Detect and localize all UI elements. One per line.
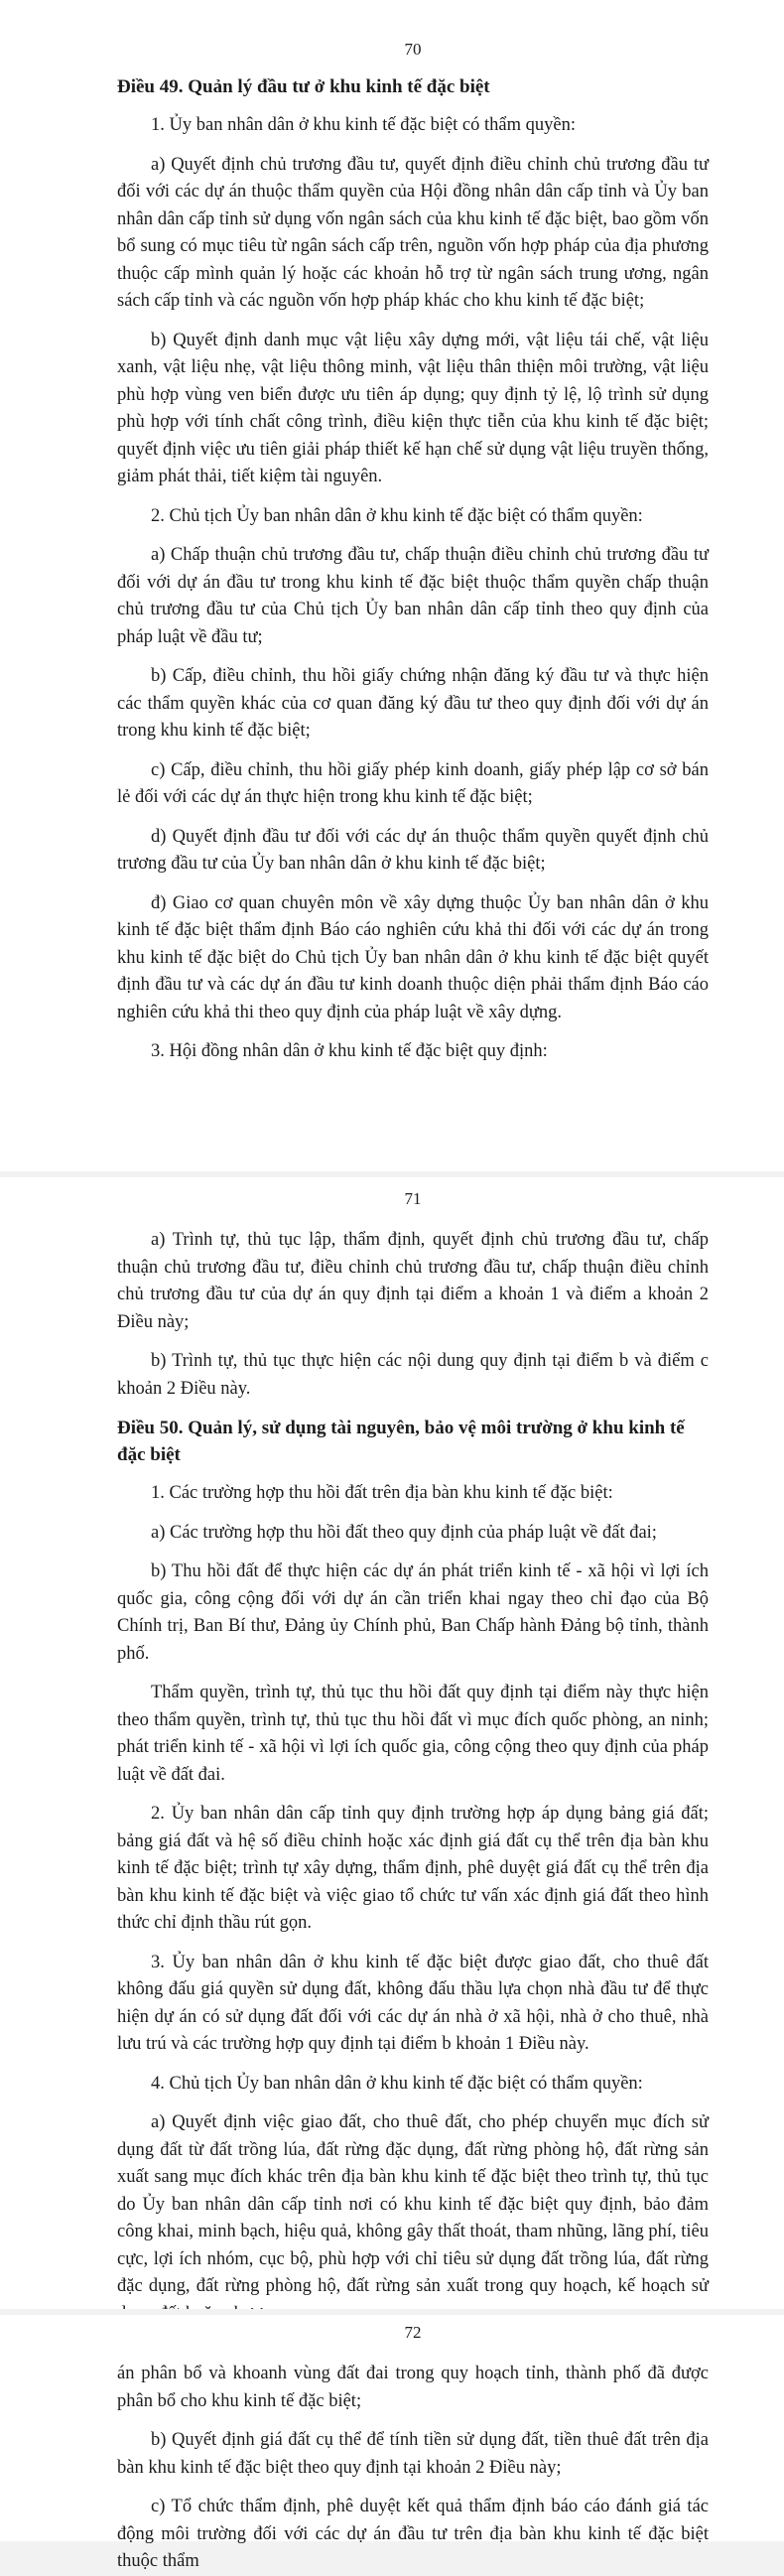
clause-2-point-dd: đ) Giao cơ quan chuyên môn về xây dựng thuộc Ủy ban nhân dân ở khu kinh tế đặc biệt thẩm định Báo cáo nghiên cứu khả thi đối với các dự án trong khu kinh tế đặc biệt do Chủ tịch Ủy ban nhân dân ở khu kinh tế đặc biệt quyết định đầu tư và các dự án đầu tư kinh doanh thuộc diện phải thẩm định Báo cáo nghiên cứu khả thi theo quy định của pháp luật về xây dựng. (117, 892, 709, 1022)
clause-1: 1. Ủy ban nhân dân ở khu kinh tế đặc biệt có thẩm quyền: (151, 115, 576, 135)
clause-3-point-a: a) Trình tự, thủ tục lập, thẩm định, quyết định chủ trương đầu tư, chấp thuận chủ trương đầu tư, điều chỉnh chủ trương đầu tư, chấp thuận điều chỉnh chủ trương đầu tư của dự án quy định tại điểm a khoản 1 và điểm a khoản 2 Điều này; (117, 1230, 709, 1332)
page-72 (0, 2315, 784, 2571)
art50-clause-4-point-c: c) Tổ chức thẩm định, phê duyệt kết quả thẩm định báo cáo đánh giá tác động môi trường đối với các dự án đầu tư trên địa bàn khu kinh tế đặc biệt thuộc thẩm (117, 2497, 709, 2571)
clause-2: 2. Chủ tịch Ủy ban nhân dân ở khu kinh tế đặc biệt có thẩm quyền: (151, 505, 643, 526)
page-number: 70 (404, 40, 422, 59)
page-number: 72 (404, 2323, 422, 2342)
art50-clause-1-point-a: a) Các trường hợp thu hồi đất theo quy định của pháp luật về đất đai; (151, 1522, 657, 1543)
article-50-title: Điều 50. Quản lý, sử dụng tài nguyên, bảo vệ môi trường ở khu kinh tế đặc biệt (117, 1418, 685, 1465)
clause-1-point-a: a) Quyết định chủ trương đầu tư, quyết định điều chỉnh chủ trương đầu tư đối với các dự án thuộc thẩm quyền của Hội đồng nhân dân cấp tỉnh và Ủy ban nhân dân cấp tỉnh sử dụng vốn ngân sách của khu kinh tế đặc biệt, bao gồm vốn bổ sung có mục tiêu từ ngân sách cấp trên, nguồn vốn hợp pháp của địa phương thuộc cấp mình quản lý hoặc các khoản hỗ trợ từ ngân sách trung ương, ngân sách cấp tỉnh và các nguồn vốn hợp pháp khác cho khu kinh tế đặc biệt; (117, 154, 709, 311)
art50-clause-1-authority: Thẩm quyền, trình tự, thủ tục thu hồi đất quy định tại điểm này thực hiện theo thẩm quyền, trình tự, thủ tục thu hồi đất vì mục đích quốc phòng, an ninh; phát triển kinh tế - xã hội vì lợi ích quốc gia, công cộng theo quy định của pháp luật về đất đai. (117, 1683, 709, 1785)
art50-clause-4-point-a: a) Quyết định việc giao đất, cho thuê đất, cho phép chuyển mục đích sử dụng đất từ đất trồng lúa, đất rừng đặc dụng, đất rừng phòng hộ, đất rừng sản xuất sang mục đích khác trên địa bàn khu kinh tế đặc biệt theo trình tự, thủ tục do Ủy ban nhân dân cấp tỉnh nơi có khu kinh tế đặc biệt quy định, bảo đảm công khai, minh bạch, hiệu quả, không gây thất thoát, tham nhũng, lãng phí, tiêu cực, lợi ích nhóm, cục bộ, phù hợp với chỉ tiêu sử dụng đất trồng lúa, đất rừng đặc dụng, đất rừng phòng hộ, đất rừng sản xuất trong quy hoạch, kế hoạch sử (117, 2112, 709, 2296)
clause-3-point-b: b) Trình tự, thủ tục thực hiện các nội dung quy định tại điểm b và điểm c khoản 2 Điều này. (117, 1351, 709, 1399)
page-71 (0, 1177, 784, 2309)
page-70 (0, 0, 784, 1171)
art50-clause-4: 4. Chủ tịch Ủy ban nhân dân ở khu kinh tế đặc biệt có thẩm quyền: (151, 2073, 643, 2094)
clause-2-point-d: d) Quyết định đầu tư đối với các dự án thuộc thẩm quyền quyết định chủ trương đầu tư của Ủy ban nhân dân ở khu kinh tế đặc biệt; (117, 826, 709, 874)
clause-1-point-b: b) Quyết định danh mục vật liệu xây dựng mới, vật liệu tái chế, vật liệu xanh, vật liệu nhẹ, vật liệu thông minh, vật liệu thân thiện môi trường, vật liệu phù hợp vùng ven biển được ưu tiên áp dụng; quy định tỷ lệ, lộ trình sử dụng phù hợp với tính chất công trình, điều kiện thực tiễn của khu kinh tế đặc biệt; quyết định việc ưu tiên giải pháp thiết kế hạn chế sử dụng vật liệu truyền thống, giảm phát thải, tiết kiệm tài nguyên. (117, 330, 709, 486)
art50-clause-3: 3. Ủy ban nhân dân ở khu kinh tế đặc biệt được giao đất, cho thuê đất không đấu giá quyền sử dụng đất, không đấu thầu lựa chọn nhà đầu tư để thực hiện dự án có sử dụng đất đối với các dự án nhà ở xã hội, nhà ở cho thuê, nhà lưu trú và các trường hợp quy định tại điểm b khoản 1 Điều này. (117, 1952, 709, 2054)
clause-2-point-a: a) Chấp thuận chủ trương đầu tư, chấp thuận điều chỉnh chủ trương đầu tư đối với dự án đầu tư trong khu kinh tế đặc biệt thuộc thẩm quyền chấp thuận chủ trương đầu tư của Chủ tịch Ủy ban nhân dân cấp tỉnh theo quy định của pháp luật về đầu tư; (117, 545, 709, 647)
clause-2-point-b: b) Cấp, điều chỉnh, thu hồi giấy chứng nhận đăng ký đầu tư và thực hiện các thẩm quyền khác của cơ quan đăng ký đầu tư theo quy định đối với dự án trong khu kinh tế đặc biệt; (117, 666, 709, 741)
art50-clause-4-point-b: b) Quyết định giá đất cụ thể để tính tiền sử dụng đất, tiền thuê đất trên địa bàn khu kinh tế đặc biệt theo quy định tại khoản 2 Điều này; (117, 2430, 709, 2478)
continued-text: án phân bổ và khoanh vùng đất đai trong quy hoạch tỉnh, thành phố đã được phân bổ cho khu kinh tế đặc biệt; (117, 2364, 709, 2411)
article-49-title: Điều 49. Quản lý đầu tư ở khu kinh tế đặc biệt (117, 76, 490, 97)
art50-clause-1-point-b: b) Thu hồi đất để thực hiện các dự án phát triển kinh tế - xã hội vì lợi ích quốc gia, công cộng đối với dự án cần triển khai ngay theo chỉ đạo của Bộ Chính trị, Ban Bí thư, Đảng ủy Chính phủ, Ban Chấp hành Đảng bộ tỉnh, thành phố. (117, 1561, 709, 1664)
clause-3: 3. Hội đồng nhân dân ở khu kinh tế đặc biệt quy định: (151, 1041, 548, 1061)
art50-clause-2: 2. Ủy ban nhân dân cấp tỉnh quy định trường hợp áp dụng bảng giá đất; bảng giá đất và hệ số điều chỉnh hoặc xác định giá đất cụ thể trên địa bàn khu kinh tế đặc biệt; trình tự xây dựng, thẩm định, phê duyệt giá đất cụ thể trên địa bàn khu kinh tế đặc biệt và việc giao tổ chức tư vấn xác định giá đất theo hình thức chỉ định thầu rút gọn. (117, 1804, 709, 1933)
art50-clause-1: 1. Các trường hợp thu hồi đất trên địa bàn khu kinh tế đặc biệt: (151, 1483, 613, 1503)
clause-2-point-c: c) Cấp, điều chỉnh, thu hồi giấy phép kinh doanh, giấy phép lập cơ sở bán lẻ đối với các dự án thực hiện trong khu kinh tế đặc biệt; (117, 759, 709, 807)
page-number: 71 (404, 1189, 422, 1208)
